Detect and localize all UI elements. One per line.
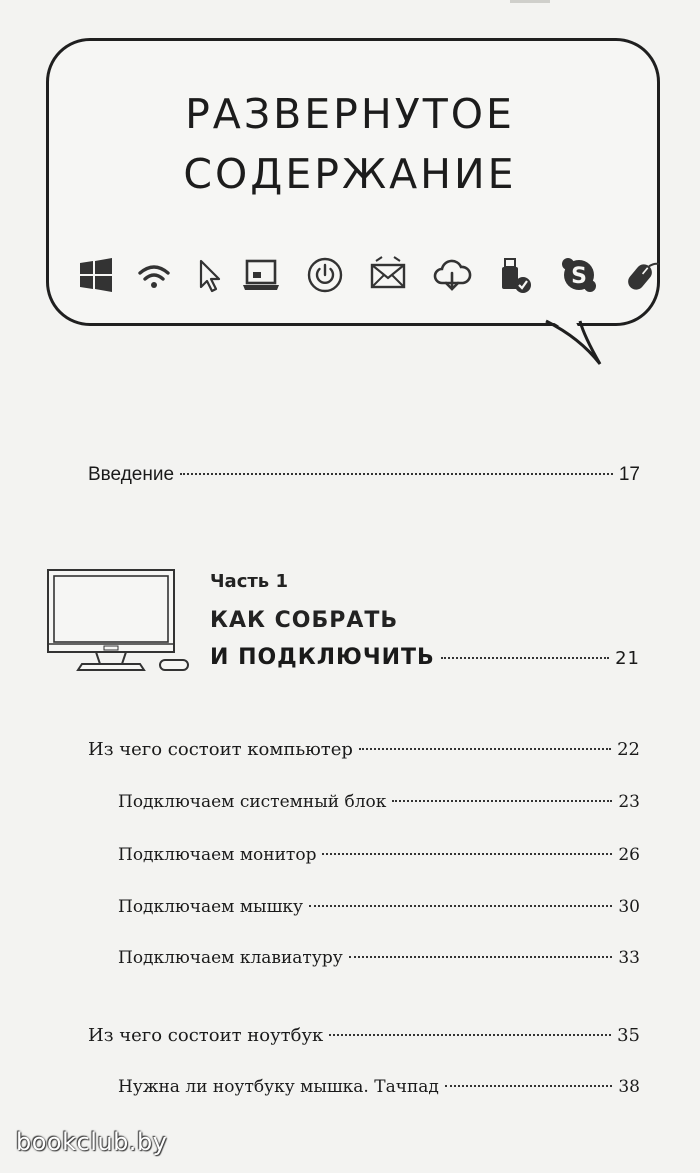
svg-text:S: S (571, 264, 587, 289)
toc-leader-dots (322, 853, 612, 855)
toc-page-number: 17 (618, 464, 640, 485)
toc-entry-label: Подключаем мышку (118, 897, 303, 917)
toc-entry-label: Из чего состоит ноутбук (88, 1025, 324, 1046)
toc-page-number: 35 (617, 1025, 640, 1046)
icon-row (76, 253, 656, 297)
toc-entry[interactable] (118, 1077, 640, 1097)
windows-icon (76, 253, 116, 297)
toc-entry-label: Из чего состоит компьютер (88, 739, 353, 760)
usb-drive-icon (495, 253, 535, 297)
toc-entry-label: Введение (88, 464, 175, 485)
part-title-line-1: КАК СОБРАТЬ (210, 608, 399, 633)
toc-leader-dots (309, 905, 612, 907)
laptop-icon (241, 253, 281, 297)
toc-entry[interactable] (118, 897, 640, 917)
page-bleed-mark (510, 0, 550, 3)
toc-leader-dots (180, 473, 613, 475)
toc-entry-label: Нужна ли ноутбуку мышка. Тачпад (118, 1077, 439, 1097)
toc-leader-dots (349, 956, 613, 958)
toc-entry-label: Подключаем монитор (118, 845, 317, 865)
mouse-icon (620, 253, 660, 297)
part-heading (210, 570, 398, 640)
toc-page-number: 23 (618, 792, 640, 812)
skype-icon (559, 253, 599, 297)
cursor-icon (189, 253, 229, 297)
toc-entry[interactable] (88, 1025, 640, 1046)
watermark: bookclub.by (16, 1128, 168, 1156)
bubble-tail (540, 318, 610, 368)
toc-part-entry[interactable] (210, 645, 640, 670)
wifi-icon (134, 253, 174, 297)
toc-leader-dots (441, 657, 609, 659)
toc-leader-dots (329, 1034, 611, 1036)
toc-entry-label: Подключаем системный блок (118, 792, 387, 812)
toc-page-number: 30 (618, 897, 640, 917)
toc-entry[interactable] (118, 845, 640, 865)
page-title (0, 84, 700, 204)
toc-entry[interactable] (118, 792, 640, 812)
toc-page-number: 33 (618, 948, 640, 968)
title-line-2: СОДЕРЖАНИЕ (183, 150, 517, 198)
part-number: Часть 1 (210, 571, 288, 592)
toc-page-number: 38 (618, 1077, 640, 1097)
toc-intro-entry[interactable] (88, 464, 640, 486)
toc-leader-dots (392, 800, 612, 802)
cloud-download-icon (432, 253, 472, 297)
toc-entry[interactable] (118, 948, 640, 968)
toc-page-number: 21 (615, 648, 640, 669)
email-icon (368, 253, 408, 297)
toc-leader-dots (359, 748, 611, 750)
title-line-1: РАЗВЕРНУТОЕ (185, 90, 515, 138)
computer-monitor-icon (46, 568, 190, 678)
toc-entry-label: Подключаем клавиатуру (118, 948, 343, 968)
power-icon (305, 253, 345, 297)
toc-page-number: 26 (618, 845, 640, 865)
toc-leader-dots (445, 1085, 612, 1087)
toc-page-number: 22 (617, 739, 640, 760)
toc-entry[interactable] (88, 739, 640, 760)
part-title-line-2: И ПОДКЛЮЧИТЬ (210, 645, 435, 670)
